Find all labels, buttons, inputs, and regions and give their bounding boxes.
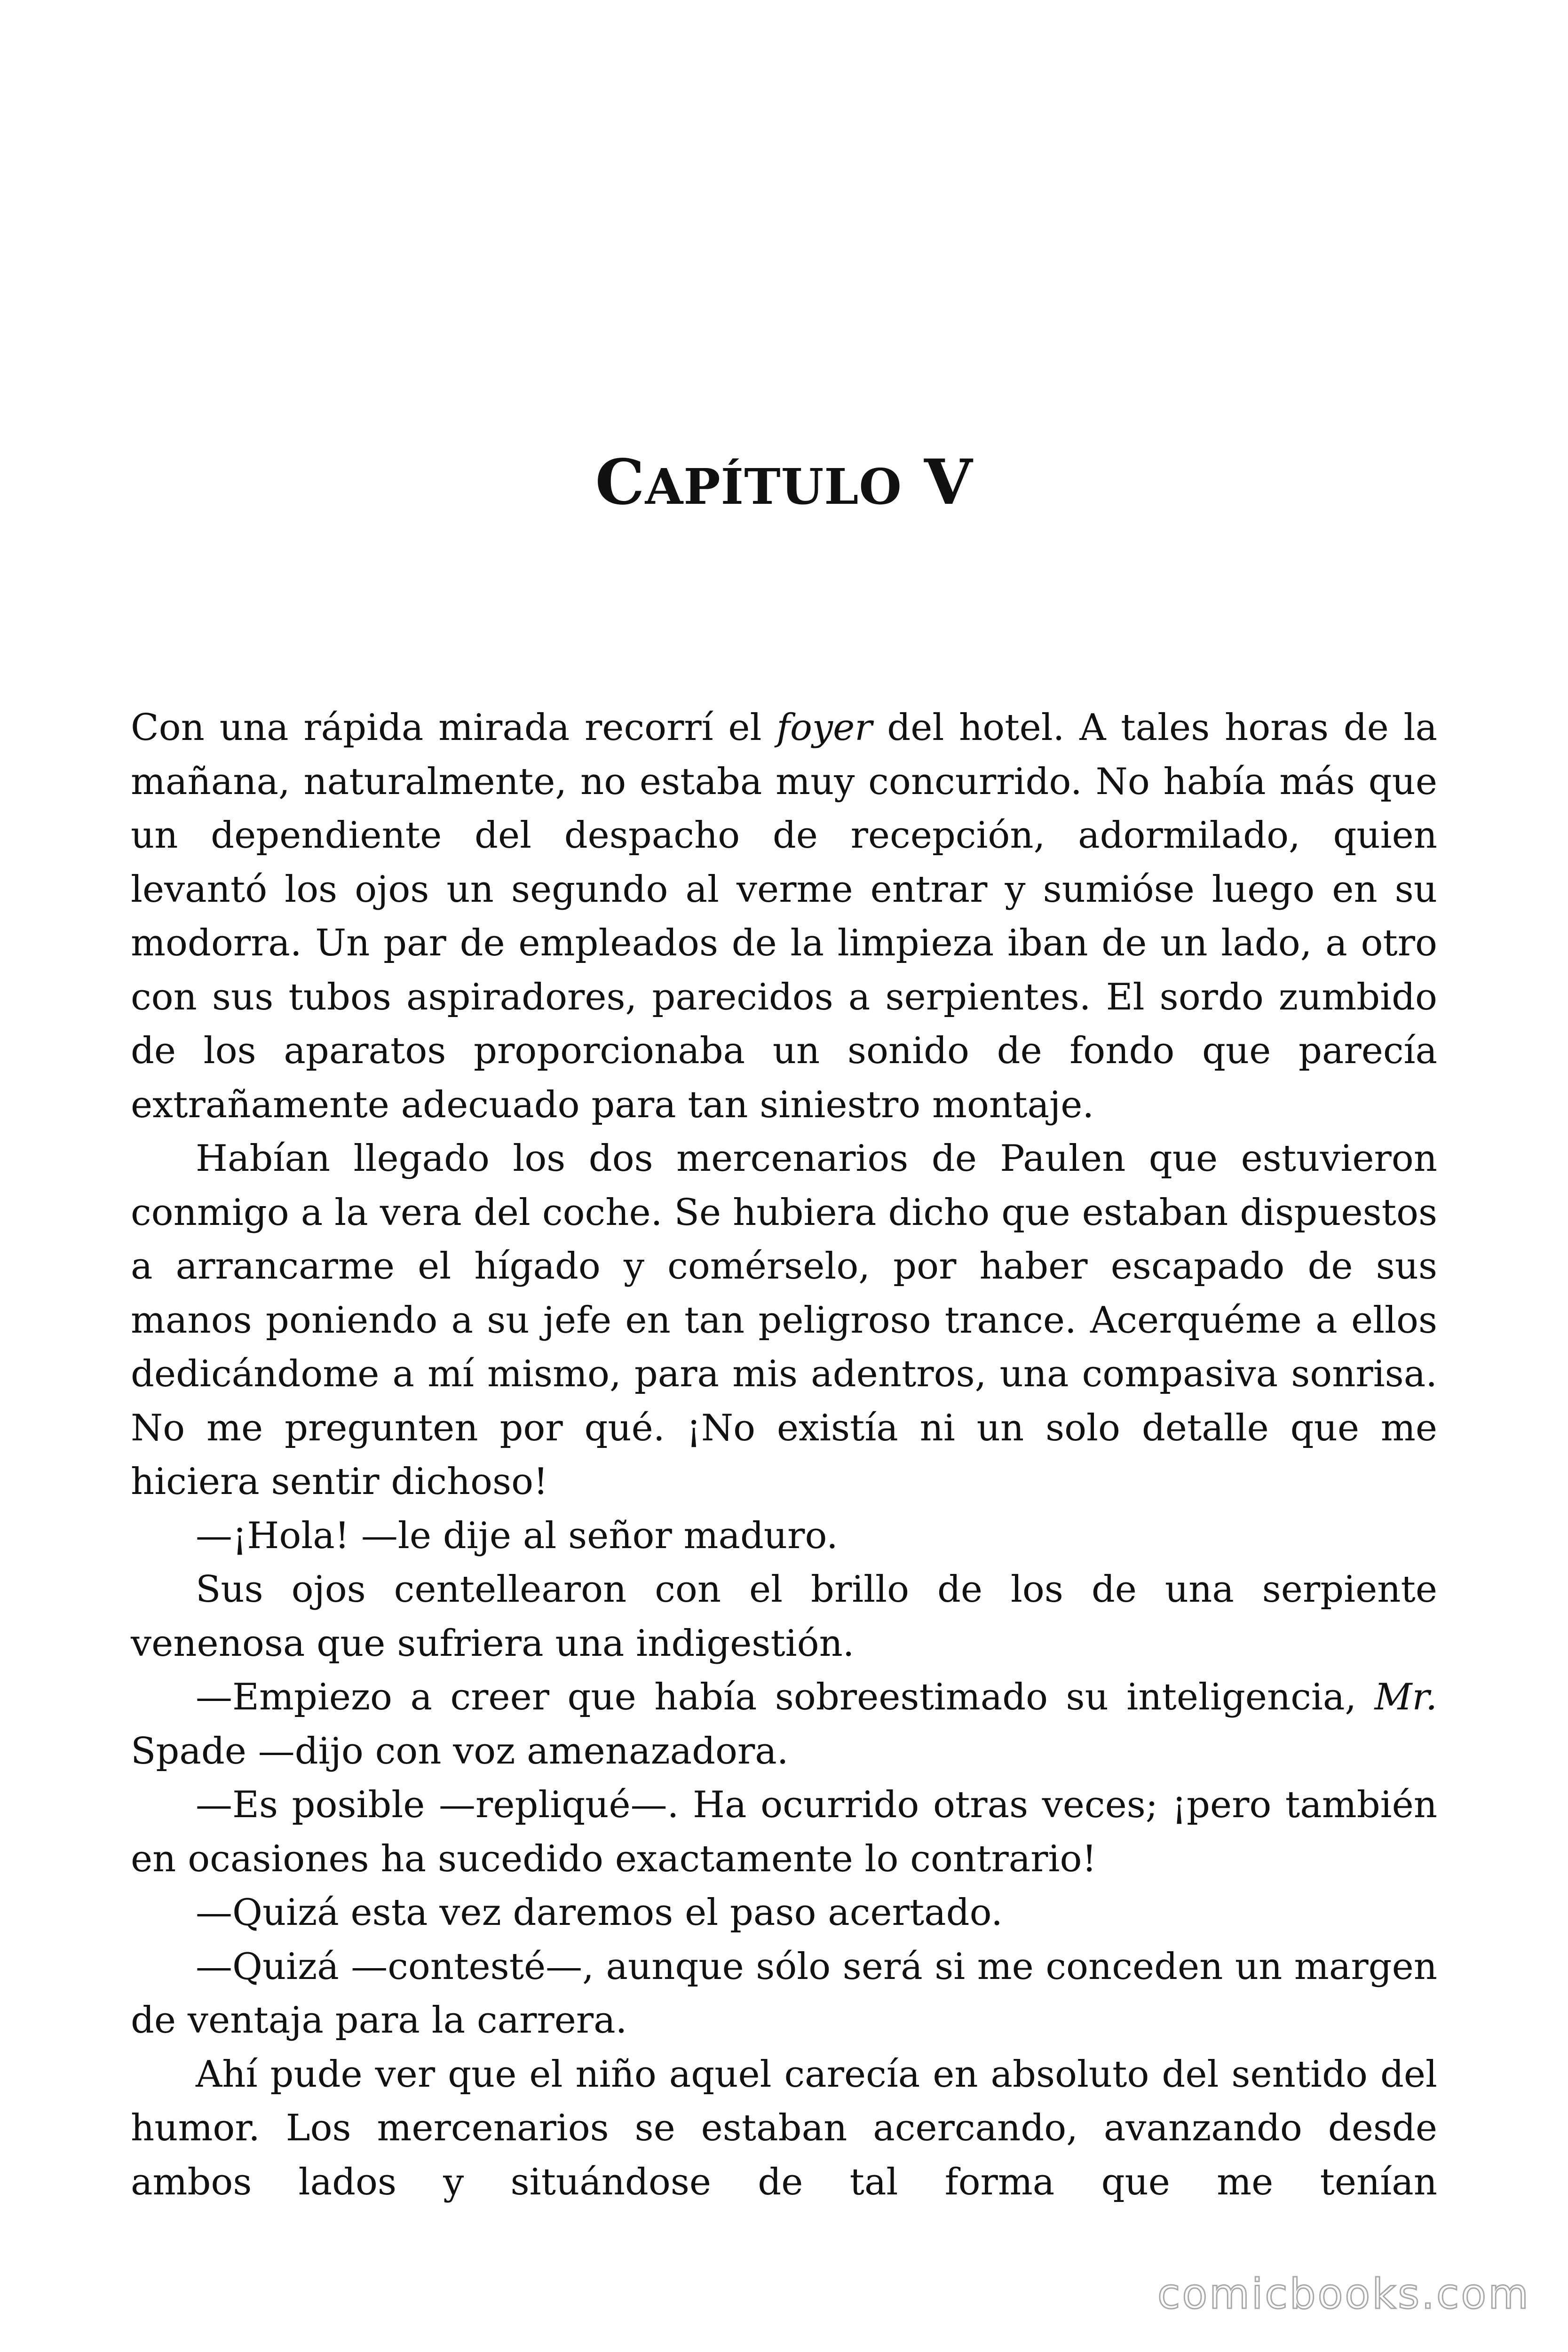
paragraph-7: —Quizá esta vez daremos el paso acertado. [196, 1891, 1003, 1934]
paragraph-3: —¡Hola! —le dije al señor maduro. [196, 1514, 838, 1557]
paragraph-1-after: del hotel. A tales horas de la mañana, naturalmente, no estaba muy concurrido. No había más que un dependiente del despacho de recepción, adormilado, quien levantó los ojos un segundo al verme entrar y sumióse luego en su modorra. Un par de empleados de la limpieza iban de un lado, a otro con sus tubos aspiradores, parecidos a serpientes. El sordo zumbido de los aparatos proporcionaba un sonido de fondo que parecía extrañamente adecuado para tan siniestro montaje. [131, 707, 1437, 1126]
paragraph-4: Sus ojos centellearon con el brillo de los de una serpiente venenosa que sufriera una indigestión. [131, 1568, 1437, 1665]
paragraph-1-italic: foyer [776, 707, 872, 749]
watermark-text: comicbooks.com [1157, 2270, 1530, 2318]
paragraph-6: —Es posible —repliqué—. Ha ocurrido otras veces; ¡pero también en ocasiones ha sucedido exactamente lo contrario! [131, 1784, 1437, 1880]
paragraph-8: —Quizá —contesté—, aunque sólo será si me conceden un margen de ventaja para la carrera. [131, 1945, 1437, 2042]
chapter-title-numeral: V [924, 446, 973, 519]
paragraph-2: Habían llegado los dos mercenarios de Paulen que estuvieron conmigo a la vera del coche. Se hubiera dicho que estaban dispuestos a arrancarme el hígado y comérselo, por haber escapado de sus manos poniendo a su jefe en tan peligroso trance. Acerquéme a ellos dedicándome a mí mismo, para mis adentros, una compasiva sonrisa. No me pregunten por qué. ¡No existía ni un solo detalle que me hiciera sentir dichoso! [131, 1137, 1437, 1503]
paragraph-9: Ahí pude ver que el niño aquel carecía en absoluto del sentido del humor. Los mercenarios se estaban acercando, avanzando desde ambos lados y situándose de tal forma que me tenían [131, 2053, 1437, 2203]
paragraph-5-after: Spade —dijo con voz amenazadora. [131, 1730, 789, 1772]
paragraph-5 [131, 1670, 1437, 1778]
paragraph-1-before: Con una rápida mirada recorrí el [131, 707, 777, 749]
paragraph-5-before: —Empiezo a creer que había sobreestimado su inteligencia, [196, 1676, 1375, 1718]
chapter-title [0, 446, 1568, 519]
paragraph-5-italic: Mr. [1374, 1676, 1437, 1718]
paragraph-1 [131, 701, 1437, 1132]
chapter-title-rest: APÍTULO [645, 458, 903, 516]
chapter-body [131, 701, 1437, 2209]
chapter-title-initial: C [595, 446, 645, 519]
